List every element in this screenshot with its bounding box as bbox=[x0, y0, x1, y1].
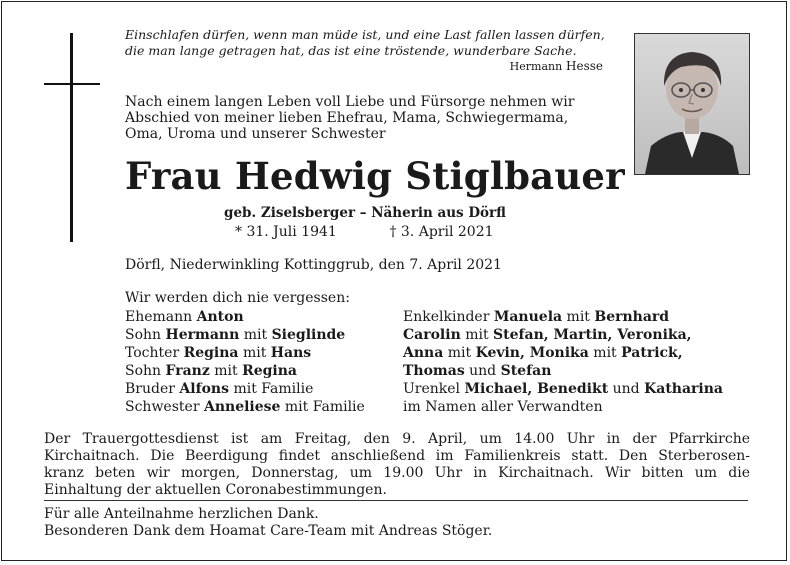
intro-line-3: Oma, Uroma und unserer Schwester bbox=[125, 126, 386, 142]
mourner-entry bbox=[403, 362, 723, 380]
mourner-text: Bruder bbox=[125, 381, 180, 397]
mourner-name: Sieglinde bbox=[271, 327, 346, 343]
mourner-text: Urenkel bbox=[403, 381, 465, 397]
mourner-text: mit bbox=[238, 345, 271, 361]
mourner-name: Katharina bbox=[644, 381, 723, 397]
mourner-name: Stefan, Martin, Veronika, bbox=[493, 327, 692, 343]
mourner-text: mit bbox=[209, 363, 243, 379]
service-line-2: Kirchaitnach. Die Beerdigung findet anschließend im Familienkreis statt. Den Sterberosen- bbox=[44, 448, 750, 464]
mourner-text: mit Familie bbox=[280, 399, 365, 415]
mourners-heading: Wir werden dich nie vergessen: bbox=[125, 290, 350, 306]
mourner-entry bbox=[125, 326, 365, 344]
intro-line-1: Nach einem langen Leben voll Liebe und Fürsorge nehmen wir bbox=[125, 94, 575, 110]
mourner-text: mit bbox=[460, 327, 494, 343]
mourner-entry bbox=[403, 398, 723, 416]
mourner-entry bbox=[403, 308, 723, 326]
mourner-text: Schwester bbox=[125, 399, 204, 415]
mourner-name: Hans bbox=[270, 345, 312, 361]
mourner-text: mit bbox=[588, 345, 622, 361]
mourner-name: Anton bbox=[196, 309, 244, 325]
cross-icon-bar bbox=[44, 83, 100, 85]
mourners-left-column bbox=[125, 308, 365, 416]
mourner-text: Ehemann bbox=[125, 309, 197, 325]
mourners-right-column bbox=[403, 308, 723, 416]
mourner-name: Hermann bbox=[165, 327, 240, 343]
mourner-text: mit bbox=[562, 309, 595, 325]
mourner-text: im Namen aller Verwandten bbox=[403, 399, 603, 415]
mourner-text: Enkelkinder bbox=[403, 309, 494, 325]
mourner-name: Kevin, Monika bbox=[475, 345, 589, 361]
mourner-text: und bbox=[464, 363, 501, 379]
mourner-name: Manuela bbox=[493, 309, 563, 325]
mourner-name: Regina bbox=[242, 363, 297, 379]
mourner-name: Alfons bbox=[179, 381, 229, 397]
mourner-entry bbox=[403, 326, 723, 344]
mourner-name: Thomas bbox=[403, 363, 465, 379]
service-line-1: Der Trauergottesdienst ist am Freitag, den 9. April, um 14.00 Uhr in der Pfarrkirche bbox=[44, 431, 750, 447]
intro-text bbox=[125, 94, 605, 142]
mourner-name: Anneliese bbox=[203, 399, 281, 415]
divider bbox=[44, 500, 748, 501]
mourner-text: Sohn bbox=[125, 363, 166, 379]
birth-info: geb. Ziselsberger – Näherin aus Dörfl bbox=[224, 205, 506, 221]
quote bbox=[125, 27, 605, 59]
life-dates bbox=[235, 224, 494, 240]
service-announcement bbox=[44, 431, 750, 499]
mourner-text: und bbox=[608, 381, 645, 397]
deceased-name: Frau Hedwig Stiglbauer bbox=[125, 154, 625, 198]
mourner-entry bbox=[125, 380, 365, 398]
mourner-name: Stefan bbox=[500, 363, 552, 379]
intro-line-2: Abschied von meiner lieben Ehefrau, Mama, Schwiegermama, bbox=[125, 110, 569, 126]
mourner-entry bbox=[125, 398, 365, 416]
mourner-name: Anna bbox=[403, 345, 444, 361]
service-line-4: Einhaltung der aktuellen Coronabestimmungen. bbox=[44, 482, 387, 498]
quote-author-last: Hesse bbox=[566, 59, 603, 73]
mourner-name: Carolin bbox=[403, 327, 461, 343]
mourner-text: mit bbox=[239, 327, 272, 343]
mourner-entry bbox=[403, 344, 723, 362]
mourner-name: Franz bbox=[165, 363, 210, 379]
mourner-name: Patrick, bbox=[621, 345, 683, 361]
thanks-line-2: Besonderen Dank dem Hoamat Care-Team mit Andreas Stöger. bbox=[44, 523, 493, 539]
portrait-photo-graphic bbox=[635, 34, 749, 174]
cross-icon bbox=[70, 33, 73, 242]
quote-line-2: die man lange getragen hat, das ist eine tröstende, wunderbare Sache. bbox=[125, 43, 577, 58]
mourner-name: Michael, Benedikt bbox=[464, 381, 609, 397]
quote-line-1: Einschlafen dürfen, wenn man müde ist, und eine Last fallen lassen dürfen, bbox=[125, 27, 605, 42]
birth-date: * 31. Juli 1941 bbox=[235, 224, 337, 240]
mourner-entry bbox=[125, 344, 365, 362]
portrait-photo bbox=[634, 33, 750, 175]
mourner-name: Regina bbox=[183, 345, 239, 361]
obituary-notice bbox=[1, 1, 787, 561]
service-line-3: kranz beten wir morgen, Donnerstag, um 19.00 Uhr in Kirchaitnach. Wir bitten um die bbox=[44, 465, 750, 481]
place-and-date: Dörfl, Niederwinkling Kottinggrub, den 7. April 2021 bbox=[125, 257, 502, 273]
mourner-text: mit bbox=[443, 345, 476, 361]
mourner-entry bbox=[125, 308, 365, 326]
quote-author-first: Hermann bbox=[509, 60, 563, 73]
thanks-line-1: Für alle Anteilnahme herzlichen Dank. bbox=[44, 506, 319, 522]
quote-author bbox=[422, 59, 603, 73]
mourner-entry bbox=[403, 380, 723, 398]
thanks bbox=[44, 506, 492, 540]
mourner-text: mit Familie bbox=[229, 381, 314, 397]
death-date: † 3. April 2021 bbox=[389, 224, 494, 240]
mourner-entry bbox=[125, 362, 365, 380]
mourner-text: Sohn bbox=[125, 327, 166, 343]
mourner-text: Tochter bbox=[125, 345, 184, 361]
mourner-name: Bernhard bbox=[594, 309, 670, 325]
